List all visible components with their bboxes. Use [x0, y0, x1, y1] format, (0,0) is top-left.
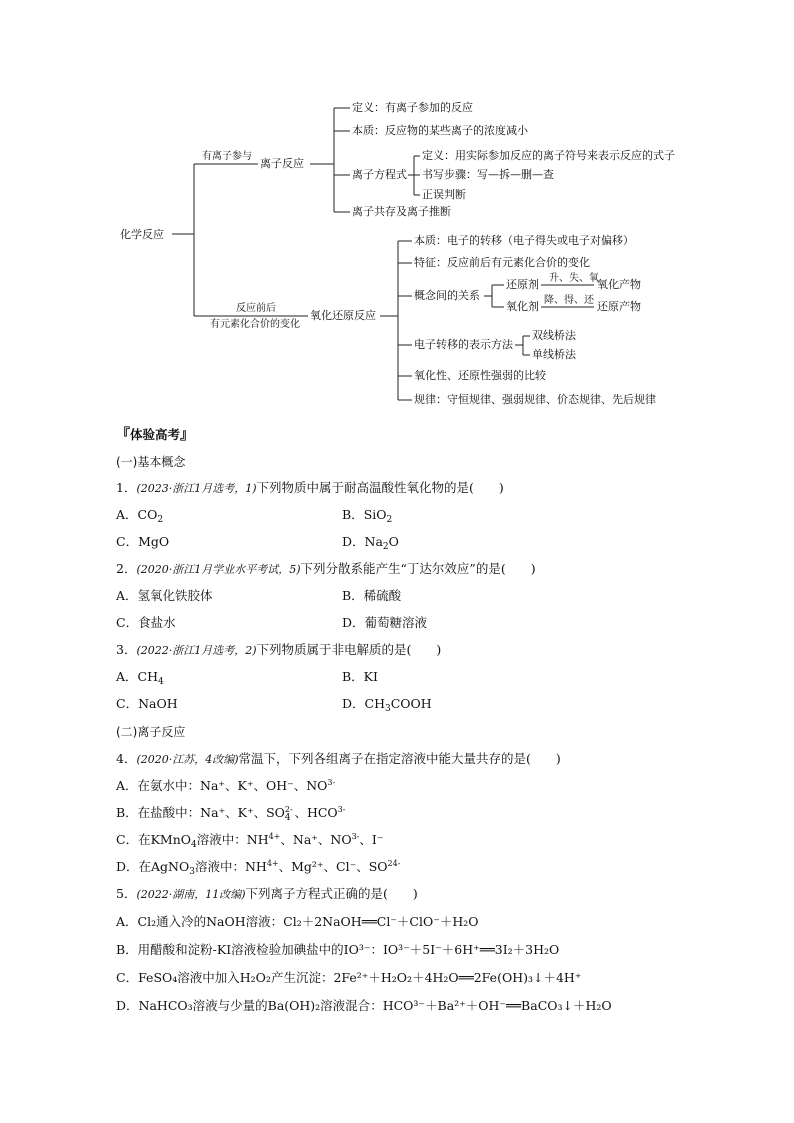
- redox-node: 氧化还原反应: [310, 309, 376, 322]
- question-4: 4．(2020·江苏，4改编)常温下，下列各组离子在指定溶液中能大量共存的是( ): [116, 751, 561, 766]
- q1-option-d: D．$Na_2O$: [342, 534, 399, 552]
- question-5: 5．(2022·湖南，11改编)下列离子方程式正确的是( ): [116, 886, 418, 901]
- q4-option-d: D．在AgNO$_3$溶液中：$NH^{4+}$、Mg²⁺、Cl⁻、$SO^{24-}$: [116, 859, 401, 877]
- single-bridge-method: 单线桥法: [532, 348, 576, 361]
- redox-feature: 特征：反应前后有元素化合价的变化: [414, 256, 590, 269]
- q1-option-b: B．SiO$_2$: [342, 507, 393, 525]
- oxidation-product-label: 氧化产物: [597, 278, 641, 291]
- reduction-product-label: 还原产物: [597, 300, 641, 313]
- q5-option-b: B．用醋酸和淀粉-KI溶液检验加碘盐中的IO³⁻：IO³⁻＋5I⁻＋6H⁺══3I₂＋3H₂O: [116, 942, 560, 957]
- ionic-equation-steps: 书写步骤：写—拆—删—查: [422, 168, 554, 181]
- heading-bracket-open: 『: [116, 427, 130, 443]
- ionic-equation-definition: 定义：用实际参加反应的离子符号来表示反应的式子: [422, 149, 675, 162]
- q4-option-b: B．在盐酸中：Na⁺、K⁺、$SO^{2-}_4$ 、$HCO^{3-}$: [116, 805, 346, 823]
- ion-reaction-node: 离子反应: [260, 157, 304, 170]
- q1-option-a: A．$CO_2$: [116, 507, 164, 525]
- oxidizer-label: 氧化剂: [506, 300, 539, 313]
- mindmap-root: 化学反应: [120, 228, 164, 241]
- reducer-label: 还原剂: [506, 278, 539, 291]
- q2-option-a: A．氢氧化铁胶体: [116, 588, 213, 603]
- ionic-equation-judge: 正误判断: [422, 188, 466, 201]
- q3-option-c: C．NaOH: [116, 696, 178, 711]
- q2-option-d: D．葡萄糖溶液: [342, 615, 428, 630]
- basic-concepts-heading: (一)基本概念: [116, 455, 186, 469]
- ionic-reaction-heading: (二)离子反应: [116, 725, 186, 739]
- q5-option-d: D．NaHCO₃溶液与少量的Ba(OH)₂溶液混合：HCO³⁻＋Ba²⁺＋OH⁻══BaCO₃↓＋H₂O: [116, 998, 612, 1013]
- q2-option-c: C．食盐水: [116, 615, 176, 630]
- ionic-equation-node: 离子方程式: [352, 168, 407, 181]
- double-bridge-method: 双线桥法: [532, 329, 576, 342]
- oxidizer-arrow-label: 降、得、还: [544, 295, 594, 306]
- q5-option-a: A．Cl₂通入冷的NaOH溶液：Cl₂＋2NaOH══Cl⁻＋ClO⁻＋H₂O: [116, 914, 479, 929]
- q2-option-b: B．稀硫酸: [342, 588, 402, 603]
- ion-coexist: 离子共存及离子推断: [352, 205, 451, 218]
- concept-relation-node: 概念间的关系: [414, 289, 480, 302]
- redox-essence: 本质：电子的转移（电子得失或电子对偏移）: [414, 234, 634, 247]
- q5-option-c: C．FeSO₄溶液中加入H₂O₂产生沉淀：2Fe²⁺＋H₂O₂＋4H₂O══2Fe(OH)₃↓＋4H⁺: [116, 970, 582, 985]
- q4-option-a: A．在氨水中：Na⁺、K⁺、OH⁻、$NO^{3-}$: [116, 778, 336, 793]
- q3-option-d: D．$CH_3COOH$: [342, 696, 432, 714]
- electron-transfer-node: 电子转移的表示方法: [414, 338, 513, 351]
- question-1: 1．(2023·浙江1月选考，1)下列物质中属于耐高温酸性氧化物的是( ): [116, 480, 504, 495]
- q3-option-a: A．$CH_4$: [116, 669, 164, 687]
- redox-edge-label-1: 反应前后: [236, 303, 276, 314]
- ion-edge-label: 有离子参与: [202, 151, 252, 162]
- question-2: 2．(2020·浙江1月学业水平考试，5)下列分散系能产生“丁达尔效应”的是( ): [116, 561, 536, 576]
- redox-edge-label-2: 有元素化合价的变化: [210, 319, 300, 330]
- q4-option-c: C．在KMnO$_4$溶液中：$NH^{4+}$、Na⁺、$NO^{3-}$、I⁻: [116, 832, 384, 850]
- question-3: 3．(2022·浙江1月选考，2)下列物质属于非电解质的是( ): [116, 642, 442, 657]
- q3-option-b: B．KI: [342, 669, 378, 684]
- q1-option-c: C．MgO: [116, 534, 170, 549]
- reducer-arrow-label: 升、失、氧: [549, 273, 599, 284]
- redox-compare: 氧化性、还原性强弱的比较: [414, 369, 546, 382]
- redox-rules: 规律：守恒规律、强弱规律、价态规律、先后规律: [414, 393, 656, 406]
- heading-bracket-close: 』: [180, 427, 195, 443]
- ion-essence: 本质：反应物的某些离子的浓度减小: [352, 124, 528, 137]
- gaokao-heading: 『体验高考』: [116, 427, 195, 443]
- ion-definition: 定义：有离子参加的反应: [352, 101, 473, 114]
